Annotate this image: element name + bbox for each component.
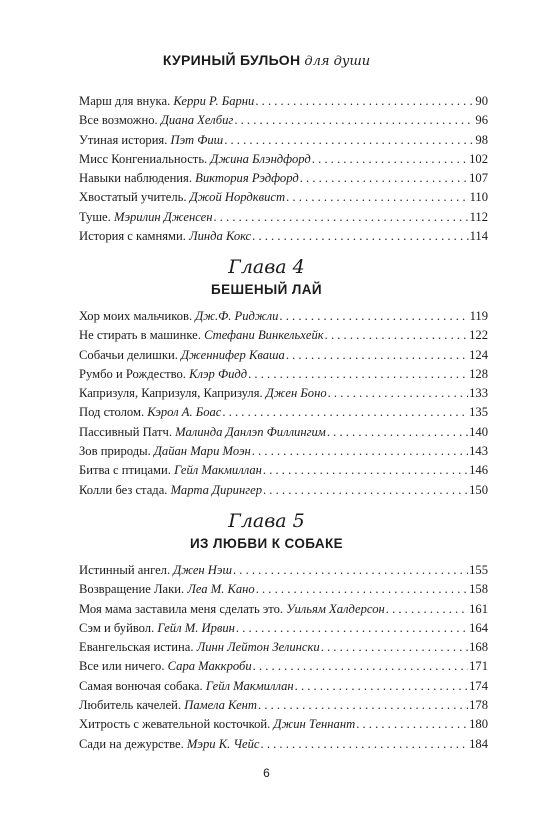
toc-entry [79, 442, 488, 461]
entry-page-number: 140 [469, 424, 488, 439]
dot-leader [233, 561, 468, 580]
dot-leader [234, 111, 474, 130]
entry-title: Истинный ангел. [79, 563, 171, 577]
entry-page-number: 133 [469, 386, 488, 401]
dot-leader [312, 150, 468, 169]
toc-list-chapter-4 [79, 307, 488, 500]
chapter-title: БЕШЕНЫЙ ЛАЙ [210, 282, 323, 297]
dot-leader [248, 365, 468, 384]
entry-author: Дженнифер Кваша [181, 347, 285, 362]
entry-author: Мэрилин Дженсен [113, 209, 213, 224]
dot-leader [356, 715, 468, 734]
entry-title: Все возможно. [79, 113, 158, 128]
dot-leader [328, 384, 468, 403]
entry-title: Румбо и Рождество. [79, 366, 186, 381]
entry-author: Дж.Ф. Риджли [195, 309, 279, 323]
entry-author: Пэт Фиш [170, 132, 224, 147]
dot-leader [300, 169, 468, 188]
entry-page-number: 146 [469, 463, 488, 478]
toc-entry [79, 677, 488, 696]
toc-entry [79, 561, 488, 580]
entry-author: Дайан Мари Моэн [153, 444, 251, 459]
entry-title: Все или ничего. [79, 659, 165, 674]
entry-title: Зов природы. [79, 444, 151, 459]
dot-leader [261, 735, 469, 754]
entry-author: Гейл Макмиллан [205, 678, 294, 693]
entry-author: Мэри К. Чейс [186, 736, 260, 751]
chapter-title: ИЗ ЛЮБВИ К СОБАКЕ [189, 536, 344, 551]
entry-title: Битва с птицами. [79, 463, 171, 478]
toc-entry [79, 403, 488, 422]
dot-leader [213, 208, 468, 227]
entry-title: Не стирать в машинке. [79, 328, 201, 343]
entry-title: Хитрость с жевательной косточкой. [79, 717, 271, 732]
entry-title: Под столом. [79, 405, 145, 420]
dot-leader [252, 442, 468, 461]
toc-entry [79, 111, 488, 130]
entry-author: Гейл М. Ирвин [157, 620, 235, 635]
entry-page-number: 180 [469, 717, 488, 732]
page-number: 6 [263, 766, 270, 780]
entry-author: Стефани Винкельхейк [204, 328, 324, 343]
entry-author: Джен Боно [265, 386, 327, 401]
toc-entry [79, 150, 488, 169]
dot-leader [279, 307, 468, 326]
entry-title: Самая вонючая собака. [79, 678, 203, 693]
dot-leader [256, 580, 468, 599]
chapter-label: Глава 5 [228, 510, 305, 532]
entry-page-number: 161 [469, 601, 488, 616]
toc-entry [79, 208, 488, 227]
entry-title: Возвращение Лаки. [79, 582, 185, 597]
entry-page-number: 110 [469, 190, 488, 205]
dot-leader [252, 227, 468, 246]
entry-page-number: 135 [469, 405, 488, 420]
toc-entry [79, 580, 488, 599]
entry-title: Любитель качелей. [79, 698, 182, 713]
entry-author: Клэр Фидд [189, 366, 248, 381]
toc-entry [79, 715, 488, 734]
toc-entry [79, 131, 488, 150]
entry-page-number: 164 [469, 620, 488, 635]
dot-leader [263, 481, 468, 500]
toc-entry [79, 188, 488, 207]
toc-entry [79, 461, 488, 480]
toc-entry [79, 365, 488, 384]
toc-entry [79, 307, 488, 326]
entry-title: Хвостатый учитель. [79, 190, 187, 205]
dot-leader [286, 346, 468, 365]
entry-page-number: 119 [469, 309, 488, 323]
toc-entry [79, 638, 488, 657]
toc-entry [79, 326, 488, 345]
entry-author: Марта Дирингер [170, 482, 262, 497]
dot-leader [286, 188, 468, 207]
entry-author: Леа М. Кано [187, 582, 255, 597]
dot-leader [263, 461, 468, 480]
dot-leader [258, 696, 468, 715]
entry-page-number: 150 [469, 482, 488, 497]
toc-entry [79, 423, 488, 442]
toc-entry [79, 600, 488, 619]
entry-page-number: 184 [469, 736, 488, 751]
entry-page-number: 128 [469, 366, 488, 381]
entry-title: Сади на дежурстве. [79, 736, 184, 751]
dot-leader [236, 619, 468, 638]
entry-author: Малинда Данлэп Филлингим [175, 424, 326, 439]
entry-title: Собачьи делишки. [79, 347, 178, 362]
entry-title: Марш для внука. [79, 94, 171, 108]
dot-leader [321, 638, 468, 657]
entry-title: Моя мама заставила меня сделать это. [79, 601, 284, 616]
entry-title: Евангельская истина. [79, 640, 194, 655]
toc-list-chapter-5 [79, 561, 488, 754]
dot-leader [255, 92, 474, 111]
entry-page-number: 168 [469, 640, 488, 655]
toc-entry [79, 657, 488, 676]
entry-title: Навыки наблюдения. [79, 171, 192, 186]
entry-page-number: 174 [469, 678, 488, 693]
entry-page-number: 122 [469, 328, 488, 343]
entry-author: Линн Лейтон Зелински [196, 640, 320, 655]
entry-page-number: 178 [469, 698, 488, 713]
dot-leader [386, 600, 468, 619]
toc-entry [79, 169, 488, 188]
entry-page-number: 96 [475, 113, 488, 128]
entry-title: История с камнями. [79, 229, 186, 244]
entry-page-number: 112 [469, 209, 488, 224]
book-subtitle: для души [304, 54, 371, 69]
entry-page-number: 143 [469, 444, 488, 459]
entry-page-number: 124 [469, 347, 488, 362]
toc-entry [79, 696, 488, 715]
entry-title: Сэм и буйвол. [79, 620, 155, 635]
dot-leader [327, 423, 468, 442]
entry-title: Пассивный Патч. [79, 424, 172, 439]
entry-page-number: 158 [469, 582, 488, 597]
entry-page-number: 155 [469, 563, 488, 577]
toc-entry [79, 619, 488, 638]
running-header [0, 52, 533, 70]
entry-author: Памела Кент [184, 698, 258, 713]
entry-title: Туше. [79, 209, 111, 224]
entry-title: Хор моих мальчиков. [79, 309, 193, 323]
dot-leader [325, 326, 468, 345]
entry-author: Джой Нордквист [189, 190, 286, 205]
dot-leader [253, 657, 468, 676]
entry-author: Джина Блэндфорд [210, 151, 311, 166]
entry-author: Сара Маккроби [167, 659, 252, 674]
entry-author: Джен Нэш [173, 563, 232, 577]
entry-title: Колли без стада. [79, 482, 168, 497]
entry-page-number: 171 [469, 659, 488, 674]
entry-author: Линда Кокс [189, 229, 252, 244]
entry-page-number: 114 [469, 229, 488, 244]
toc-entry [79, 384, 488, 403]
entry-page-number: 90 [475, 94, 488, 108]
dot-leader [224, 131, 474, 150]
toc-entry [79, 227, 488, 246]
entry-author: Кэрол А. Боас [147, 405, 222, 420]
chapter-4-heading [0, 256, 533, 297]
toc-entry [79, 92, 488, 111]
book-title: КУРИНЫЙ БУЛЬОН [162, 52, 301, 68]
entry-page-number: 107 [469, 171, 488, 186]
entry-author: Джин Теннант [273, 717, 356, 732]
entry-author: Виктория Рэдфорд [195, 171, 299, 186]
toc-entry [79, 346, 488, 365]
entry-title: Утиная история. [79, 132, 168, 147]
dot-leader [222, 403, 468, 422]
entry-title: Капризуля, Капризуля, Капризуля. [79, 386, 263, 401]
entry-author: Уильям Халдерсон [286, 601, 385, 616]
entry-author: Керри Р. Барни [173, 94, 255, 108]
entry-author: Диана Хелбиг [160, 113, 234, 128]
entry-page-number: 98 [475, 132, 488, 147]
toc-entry [79, 735, 488, 754]
entry-title: Мисс Конгениальность. [79, 151, 208, 166]
toc-list-chapter-3-continued [79, 92, 488, 246]
entry-page-number: 102 [469, 151, 488, 166]
chapter-label: Глава 4 [228, 256, 305, 278]
toc-entry [79, 481, 488, 500]
dot-leader [295, 677, 468, 696]
entry-author: Гейл Макмиллан [174, 463, 262, 478]
chapter-5-heading [0, 510, 533, 551]
